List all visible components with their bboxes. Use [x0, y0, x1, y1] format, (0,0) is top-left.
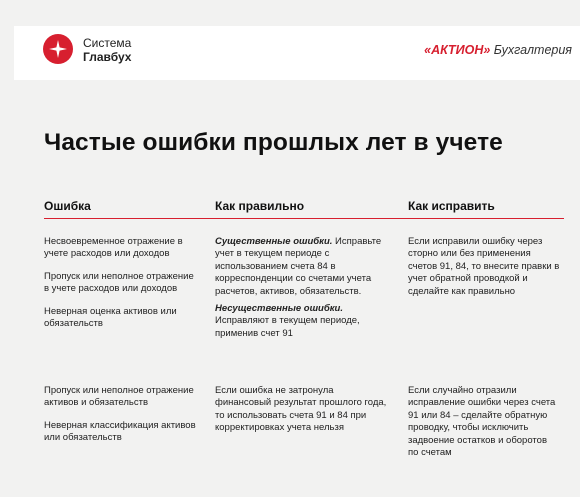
correct-item-insignificant	[215, 303, 387, 340]
fix-text: Если исправили ошибку через сторно или без применения счетов 91, 84, то внесите правки в учет обратной проводкой и сделайте как правильно	[408, 236, 560, 297]
correct-text: Если ошибка не затронула финансовый результат прошлого года, то использовать счета 91 и 84 при корректировках учета нельзя	[215, 385, 387, 434]
row2-correct	[215, 385, 387, 435]
header-divider	[44, 218, 564, 219]
brand-name-line2: Главбух	[83, 50, 132, 64]
error-item: Пропуск или неполное отражение активов и обязательств	[44, 385, 194, 409]
error-item: Пропуск или неполное отражение в учете расходов или доходов	[44, 270, 194, 295]
row1-fix	[408, 236, 560, 298]
brand-name-line1: Система	[83, 36, 132, 50]
glavbukh-logo-icon	[43, 34, 73, 64]
correct-item-text: Исправьте учет в текущем периоде с использованием счета 84 в корреспонденции со счетами учета расчетов, активов, обязательств.	[215, 236, 382, 297]
error-item: Неверная классификация активов или обязательств	[44, 419, 196, 444]
row2-fix	[408, 385, 556, 459]
row1-correct	[215, 236, 387, 340]
correct-item-text: Исправляют в текущем периоде, применив счет 91	[215, 315, 360, 339]
partner-prefix: «АКТИОН»	[424, 43, 491, 57]
correct-item-significant	[215, 236, 387, 298]
partner-name: Бухгалтерия	[493, 43, 572, 57]
column-header-fix: Как исправить	[408, 199, 495, 213]
header-bar	[14, 26, 580, 80]
page-title: Частые ошибки прошлых лет в учете	[44, 129, 503, 156]
row2-errors	[44, 385, 199, 445]
fix-text: Если случайно отразили исправление ошибки через счета 91 или 84 – сделайте обратную проводку, чтобы исключить задвоение остатков и оборотов по счетам	[408, 385, 556, 459]
error-item: Несвоевременное отражение в учете расходов или доходов	[44, 236, 183, 260]
row1-errors	[44, 236, 199, 330]
error-item: Неверная оценка активов или обязательств	[44, 305, 177, 330]
correct-item-bold: Несущественные ошибки.	[215, 303, 343, 315]
correct-item-bold: Существенные ошибки.	[215, 236, 333, 247]
column-header-error: Ошибка	[44, 199, 91, 213]
column-header-correct: Как правильно	[215, 199, 305, 213]
partner-logo	[424, 43, 572, 57]
